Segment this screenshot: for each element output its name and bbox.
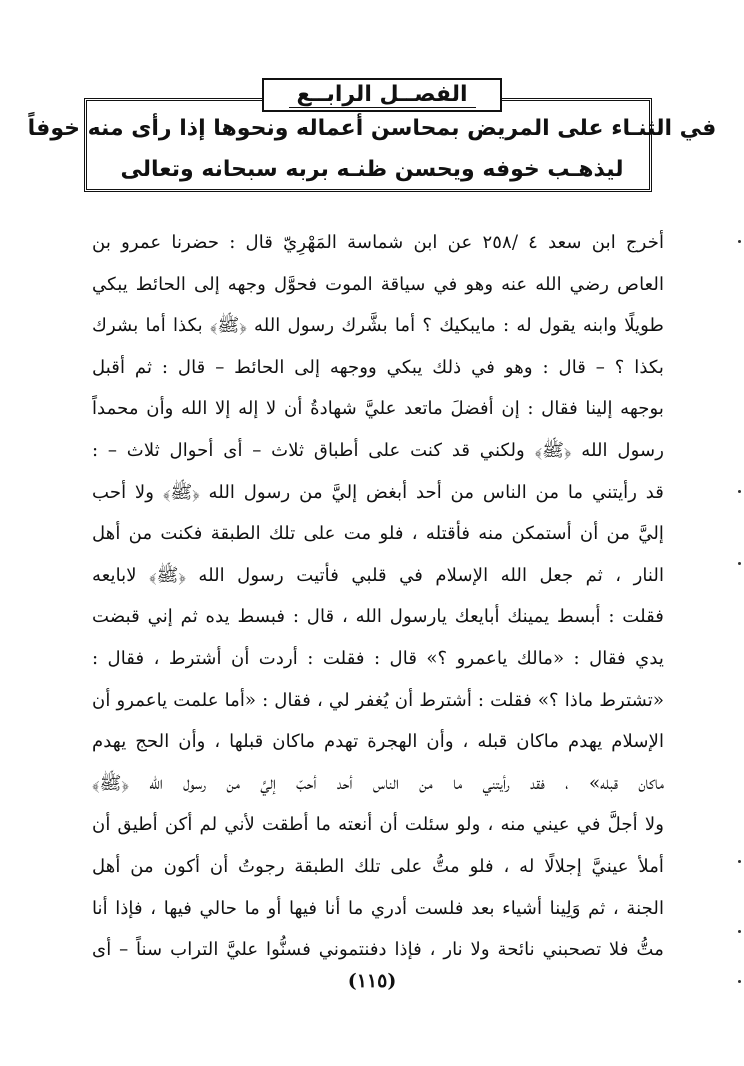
body-line: إليَّ من أن أستمكن منه فأقتله ، فلو مت على تلك الطبقة فكنت من أهل xyxy=(92,523,664,545)
body-line: قد رأيتني ما من الناس من أحد أبغض إليَّ من رسول الله ﴿ﷺ﴾ ولا أحب xyxy=(92,481,664,503)
body-line: طويلًا وابنه يقول له : مايبكيك ؟ أما بشَّرك رسول الله ﴿ﷺ﴾ بكذا أما بشرك xyxy=(92,315,664,337)
body-line: يدي فقال : «مالك ياعمرو ؟» قال : فقلت : أردت أن أشترط ، فقال : xyxy=(92,647,664,669)
body-text xyxy=(92,222,664,971)
scan-speck xyxy=(738,860,741,863)
body-line: العاص رضي الله عنه وهو في سياقة الموت فحوَّل وجهه إلى الحائط يبكي xyxy=(92,273,664,295)
chapter-label: الفصــل الرابــع xyxy=(289,83,476,108)
chapter-label-box xyxy=(262,78,502,112)
scan-speck xyxy=(738,490,741,493)
scan-speck xyxy=(738,562,741,565)
body-line: النار ، ثم جعل الله الإسلام في قلبي فأتيت رسول الله ﴿ﷺ﴾ لابايعه xyxy=(92,564,664,586)
scan-speck xyxy=(738,930,741,933)
body-line: ماكان قبله» ، فقد رأيتني ما من الناس أحد أحبّ إليَّ من رسول الله ﴿ﷺ﴾ xyxy=(92,772,664,794)
body-line: بوجهه إلينا فقال : إن أفضلَ ماتعد عليَّ شهادةُ أن لا إله إلا الله وأن محمداً xyxy=(92,398,664,420)
scan-speck xyxy=(738,240,741,243)
chapter-title-line-2: ليذهـب خوفه ويحسن ظنـه بربه سبحانه وتعالى xyxy=(120,157,624,182)
body-line: رسول الله ﴿ﷺ﴾ ولكني قد كنت على أطباق ثلاث – أى أحوال ثلاث – : xyxy=(92,439,664,461)
body-line: أملأ عينيَّ إجلالًا له ، فلو متُّ على تلك الطبقة رجوتُ أن أكون من أهل xyxy=(92,855,664,877)
body-line: «تشترط ماذا ؟» فقلت : أشترط أن يُغفر لي ، فقال : «أما علمت ياعمرو أن xyxy=(92,689,664,711)
body-line: ولا أجلَّ في عيني منه ، ولو سئلت أن أنعته ما أطقت لأني لم أكن أطيق أن xyxy=(92,814,664,836)
body-line: متُّ فلا تصحبني نائحة ولا نار ، فإذا دفنتموني فسنُّوا عليَّ التراب سناً – أى xyxy=(92,939,664,961)
chapter-title-line-1: في الثنـاء على المريض بمحاسن أعماله ونحوها إذا رأى منه خوفاً xyxy=(27,116,717,141)
body-line: أخرج ابن سعد ٤ /٢٥٨ عن ابن شماسة المَهْرِيّ قال : حضرنا عمرو بن xyxy=(92,232,664,253)
scan-speck xyxy=(738,980,741,983)
body-line: فقلت : أبسط يمينك أبايعك يارسول الله ، قال : فبسط يده ثم إني قبضت xyxy=(92,606,664,628)
page-number: (١١٥) xyxy=(347,970,397,992)
body-line: بكذا ؟ – قال : وهو في ذلك يبكي ووجهه إلى الحائط – قال : ثم أقبل xyxy=(92,356,664,378)
body-line: الجنة ، ثم وَلِينا أشياء بعد فلست أدري ما أنا فيها أو ما حالي فيها ، فإذا أنا xyxy=(92,897,664,919)
body-line: الإسلام يهدم ماكان قبله ، وأن الهجرة تهدم ماكان قبلها ، وأن الحج يهدم xyxy=(92,731,664,753)
